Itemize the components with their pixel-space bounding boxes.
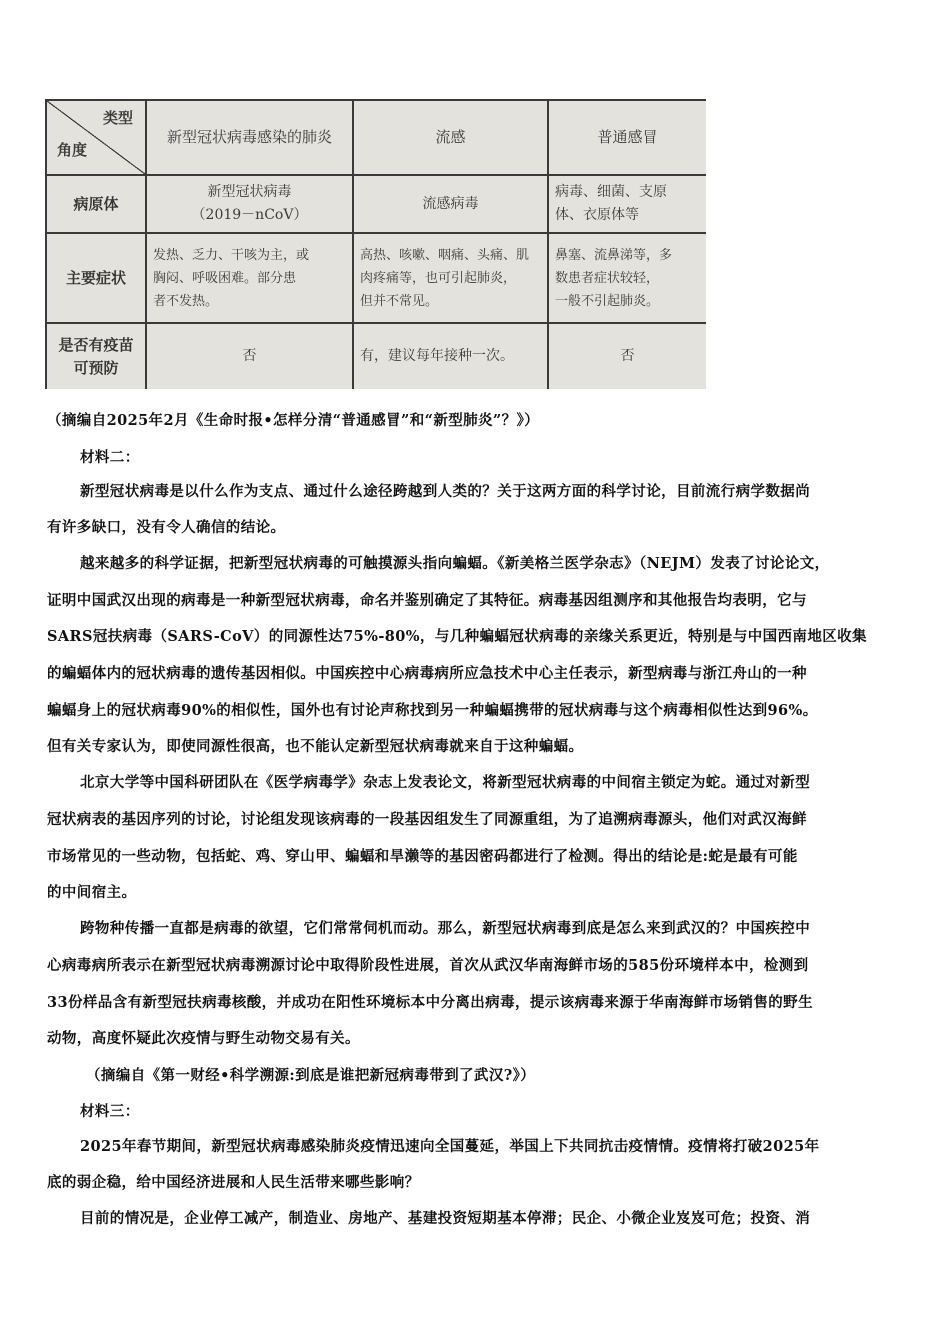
paragraph-line: 证明中国武汉出现的病毒是一种新型冠状病毒，命名并鉴别确定了其特征。病毒基因组测序和其他报告均表明，它与	[47, 592, 807, 609]
paragraph-line: 有许多缺口，没有令人确信的结论。	[47, 519, 286, 536]
paragraph-line: 跨物种传播一直都是病毒的欲望，它们常常伺机而动。那么，新型冠状病毒到底是怎么来到武汉的？中国疾控中	[80, 920, 811, 937]
row-header-vaccine: 是否有疫苗 可预防	[46, 323, 146, 389]
cell-pathogen-covid: 新型冠状病毒 （2019－nCoV）	[146, 175, 353, 233]
comparison-table	[45, 99, 706, 389]
paragraph-line: 目前的情况是，企业停工减产，制造业、房地产、基建投资短期基本停滞；民企、小微企业岌岌可危；投资、消	[80, 1210, 811, 1227]
scanned-comparison-table	[45, 99, 706, 389]
cell-vaccine-flu: 有，建议每年接种一次。	[353, 323, 548, 389]
paragraph-line: 市场常见的一些动物，包括蛇、鸡、穿山甲、蝙蝠和旱濑等的基因密码都进行了检测。得出的结论是:蛇是最有可能	[47, 848, 798, 865]
paragraph-line: 越来越多的科学证据，把新型冠状病毒的可触摸源头指向蝙蝠。《新美格兰医学杂志》（NEJM）发表了讨论论文，	[80, 555, 830, 572]
source-citation-2: （摘编自《第一财经•科学溯源:到底是谁把新冠病毒带到了武汉?》）	[86, 1067, 536, 1084]
paragraph-line: 动物，高度怀疑此次疫情与野生动物交易有关。	[47, 1030, 360, 1047]
paragraph-line: SARS冠扶病毒（SARS-CoV）的同源性达75%-80%，与几种蝙蝠冠状病毒的亲缘关系更近，特别是与中国西南地区收集	[47, 628, 867, 645]
paragraph-line: 蝙蝠身上的冠状病毒90%的相似性，国外也有讨论声称找到另一种蝙蝠携带的冠状病毒与这个病毒相似性达到96%。	[47, 702, 818, 719]
paragraph-line: 北京大学等中国科研团队在《医学病毒学》杂志上发表论文，将新型冠状病毒的中间宿主锁定为蛇。通过对新型	[80, 774, 811, 791]
paragraph-line: 冠状病表的基因序列的讨论，讨论组发现该病毒的一段基因组发生了同源重组，为了追溯病毒源头，他们对武汉海鲜	[47, 811, 807, 828]
cell-pathogen-cold: 病毒、细菌、支原 体、衣原体等	[548, 175, 706, 233]
cell-pathogen-flu: 流感病毒	[353, 175, 548, 233]
column-header-flu: 流感	[353, 100, 548, 175]
row-header-symptoms: 主要症状	[46, 233, 146, 323]
column-header-cold: 普通感冒	[548, 100, 706, 175]
paragraph-line: 33份样品含有新型冠扶病毒核酸，并成功在阳性环境标本中分离出病毒，提示该病毒来源于华南海鲜市场销售的野生	[47, 994, 813, 1011]
paragraph-line: 心病毒病所表示在新型冠状病毒溯源讨论中取得阶段性进展，首次从武汉华南海鲜市场的585份环境样本中，检测到	[47, 957, 809, 974]
paragraph-line: 新型冠状病毒是以什么作为支点、通过什么途径跨越到人类的？关于这两方面的科学讨论，目前流行病学数据尚	[80, 483, 811, 500]
section-heading-material-3: 材料三：	[80, 1103, 140, 1120]
paragraph-line: 2025年春节期间，新型冠状病毒感染肺炎疫情迅速向全国蔓延，举国上下共同抗击疫情情。疫情将打破2025年	[80, 1138, 820, 1155]
paragraph-line: 底的弱企稳，给中国经济进展和人民生活带来哪些影响？	[47, 1174, 420, 1191]
paragraph-line: 的蝙蝠体内的冠状病毒的遗传基因相似。中国疾控中心病毒病所应急技术中心主任表示，新型病毒与浙江舟山的一种	[47, 665, 807, 682]
row-header-pathogen: 病原体	[46, 175, 146, 233]
corner-type-label: 类型	[102, 109, 133, 127]
cell-symptoms-flu: 高热、咳嗽、咽痛、头痛、肌 肉疼痛等，也可引起肺炎， 但并不常见。	[353, 233, 548, 323]
table-corner-cell	[46, 100, 146, 175]
paragraph-line: 但有关专家认为，即使同源性很高，也不能认定新型冠状病毒就来自于这种蝙蝠。	[47, 738, 584, 755]
cell-symptoms-covid: 发热、乏力、干咳为主，或 胸闷、呼吸困难。部分患 者不发热。	[146, 233, 353, 323]
cell-symptoms-cold: 鼻塞、流鼻涕等，多 数患者症状较轻， 一般不引起肺炎。	[548, 233, 706, 323]
cell-vaccine-covid: 否	[146, 323, 353, 389]
source-citation-1: （摘编自2025年2月《生命时报•怎样分清“普通感冒”和“新型肺炎”？》）	[47, 412, 540, 429]
cell-vaccine-cold: 否	[548, 323, 706, 389]
corner-angle-label: 角度	[57, 141, 88, 159]
section-heading-material-2: 材料二：	[80, 449, 140, 466]
column-header-covid: 新型冠状病毒感染的肺炎	[146, 100, 353, 175]
paragraph-line: 的中间宿主。	[47, 884, 137, 901]
